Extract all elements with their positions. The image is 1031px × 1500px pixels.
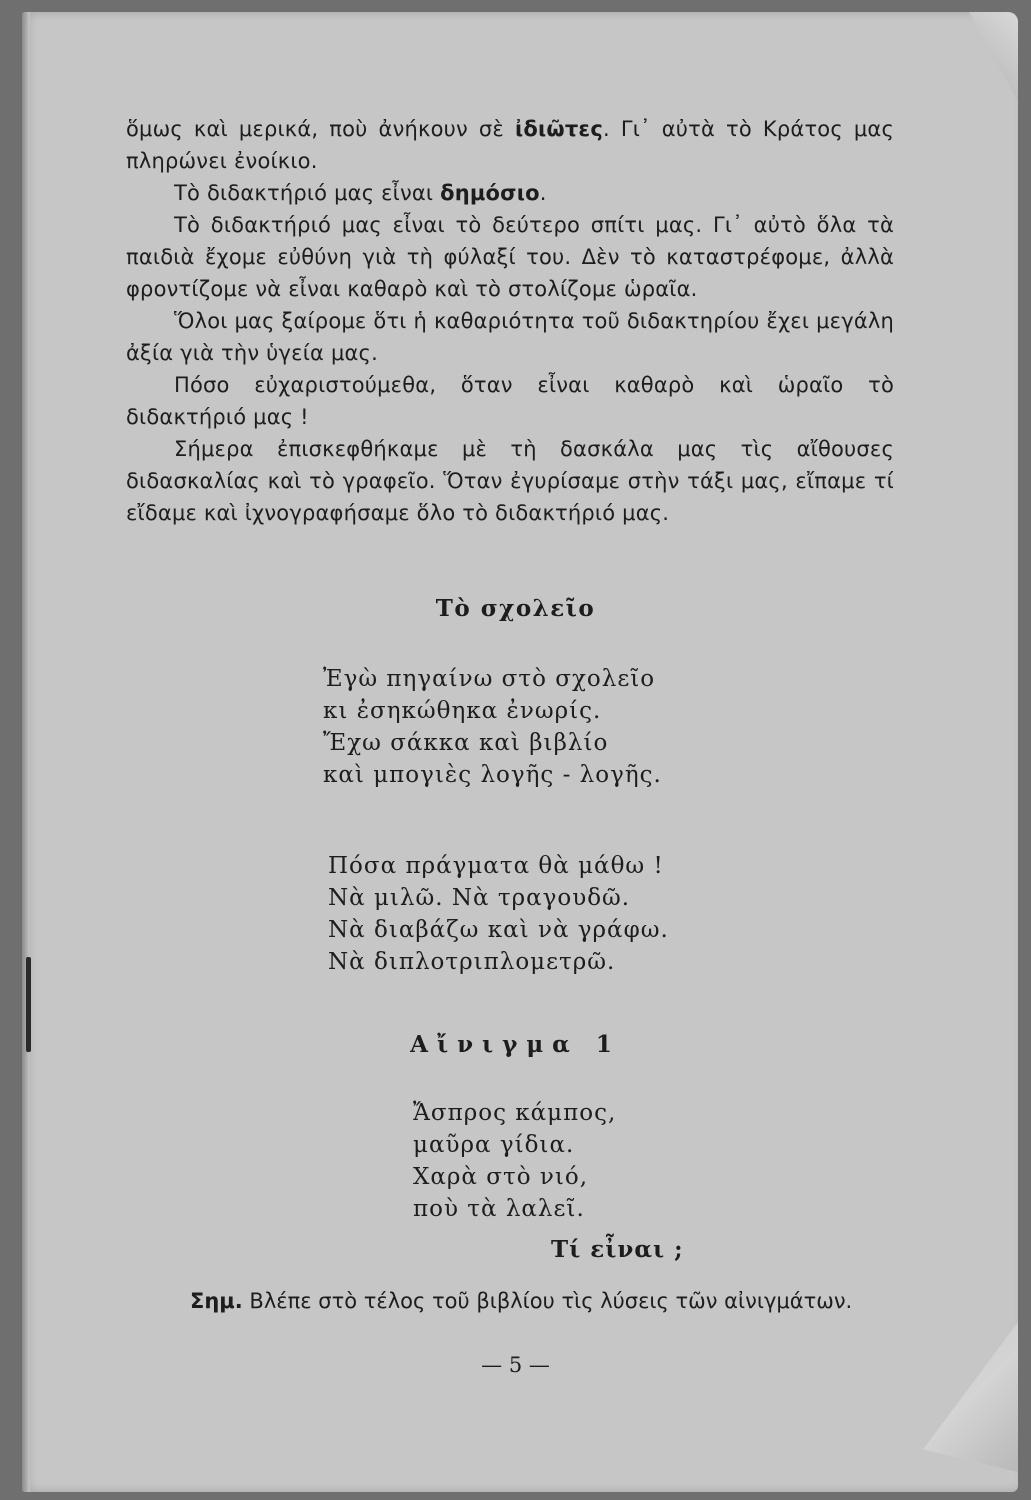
paragraph-3: Τὸ διδακτήριό μας εἶναι τὸ δεύτερο σπίτι μας. Γι᾽ αὐτὸ ὅλα τὰ παιδιὰ ἔχομε εὐθύνη γιὰ τὴ φύλαξί του. Δὲν τὸ καταστρέφομε, ἀλλὰ φροντίζομε νὰ εἶναι καθαρὸ καὶ τὸ στολίζομε ὡραῖα. [126,213,894,301]
riddle-line: μαῦρα γίδια. [413,1132,575,1158]
paragraph-1 [126,113,894,177]
paragraph-2 [126,177,894,209]
riddle-lines [413,1097,616,1225]
paragraph-2-text: Τὸ διδακτήριό μας εἶναι [174,181,441,205]
page-number: — 5 — [481,1353,550,1377]
riddle-line: Ἄσπρος κάμπος, [413,1100,617,1126]
note [190,1289,852,1313]
paragraph-1-bold: ἰδιῶτες [514,117,603,141]
poem-title: Τὸ σχολεῖο [435,595,596,622]
corner-fold-top [948,12,1018,102]
poem-stanza-1 [323,663,662,791]
paragraph-1-text-end: . Γι᾽ αὐτὰ τὸ Κράτος μας πληρώνει ἐνοίκιο. [126,117,895,173]
note-label: Σημ. [190,1289,243,1313]
paragraph-6: Σήμερα ἐπισκεφθήκαμε μὲ τὴ δασκάλα μας τὶς αἴθουσες διδασκαλίας καὶ τὸ γραφεῖο. Ὅταν ἐγυρίσαμε στὴν τάξι μας, εἴπαμε τί εἴδαμε καὶ ἰχνογραφήσαμε ὅλο τὸ διδακτήριό μας. [126,437,894,525]
riddle-line: ποὺ τὰ λαλεῖ. [413,1196,585,1222]
poem-line: Νὰ διαβάζω καὶ νὰ γράφω. [328,917,669,943]
paragraph-5: Πόσο εὐχαριστούμεθα, ὅταν εἶναι καθαρὸ καὶ ὡραῖο τὸ διδακτήριό μας ! [126,373,894,429]
poem-line: Νὰ διπλοτριπλομετρῶ. [328,949,616,975]
note-text: Βλέπε στὸ τέλος τοῦ βιβλίου τὶς λύσεις τῶν αἰνιγμάτων. [242,1289,853,1313]
poem-line: Ἔχω σάκκα καὶ βιβλίο [323,730,609,756]
page-spine-shadow [22,12,30,1492]
paragraph-2-text-end: . [539,181,547,205]
riddle-question: Τί εἶναι ; [551,1236,684,1263]
riddle-line: Χαρὰ στὸ νιό, [413,1164,589,1190]
corner-fold-bottom [923,1322,1018,1472]
paragraph-2-bold: δημόσιο [440,181,540,205]
poem-line: καὶ μπογιὲς λογῆς - λογῆς. [323,762,662,788]
poem-line: Πόσα πράγματα θὰ μάθω ! [328,853,664,879]
prose-body [126,113,894,529]
poem-line: κι ἐσηκώθηκα ἐνωρίς. [323,698,602,724]
poem-stanza-2 [328,850,669,978]
poem-line: Ἐγὼ πηγαίνω στὸ σχολεῖο [323,666,656,692]
paragraph-4: Ὅλοι μας ξαίρομε ὅτι ἡ καθαριότητα τοῦ διδακτηρίου ἔχει μεγάλη ἀξία γιὰ τὴν ὑγεία μας. [126,309,894,365]
poem-line: Νὰ μιλῶ. Νὰ τραγουδῶ. [328,885,631,911]
paragraph-1-text: ὅμως καὶ μερικά, ποὺ ἀνήκουν σὲ [126,117,515,141]
riddle-title: Αἴνιγμα 1 [410,1031,621,1058]
